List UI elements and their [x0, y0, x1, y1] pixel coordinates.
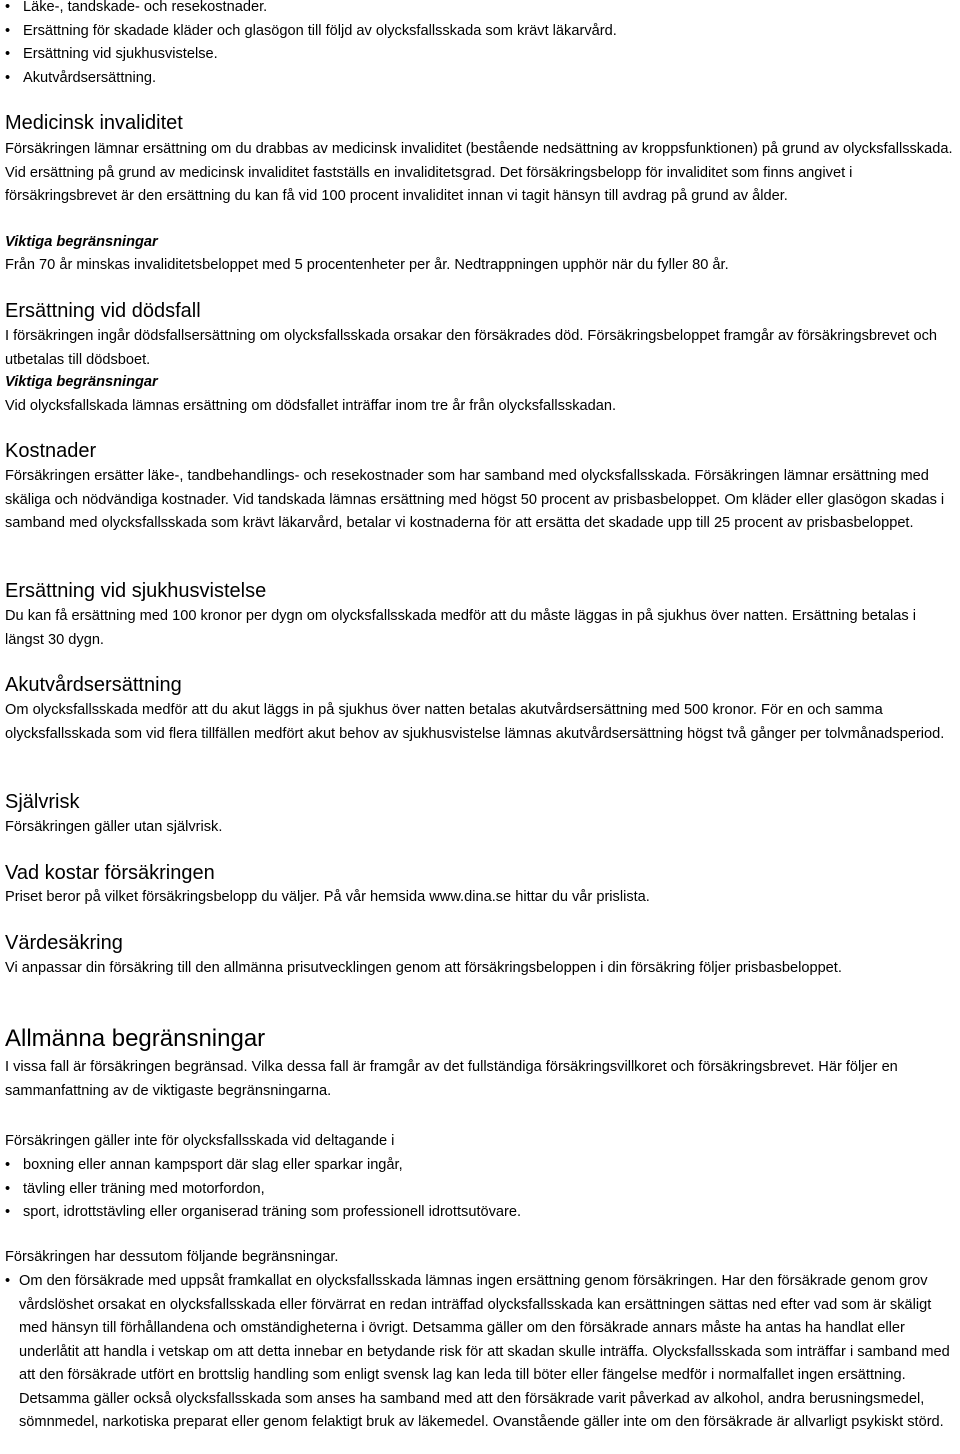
- heading-akutvardsersattning: Akutvårdsersättning: [5, 674, 182, 696]
- medicinsk-restrictions-subheading: Viktiga begränsningar: [5, 234, 158, 250]
- allmanna-list-2: [5, 1270, 957, 1435]
- dodsfall-restrictions-body: Vid olycksfallskada lämnas ersättning om dödsfallet inträffar inom tre år från olycksfallsskadan.: [5, 398, 617, 414]
- heading-sjalvrisk: Självrisk: [5, 791, 80, 813]
- list-item: • Akutvårdsersättning.: [5, 67, 957, 91]
- heading-allmanna-begransningar: Allmänna begränsningar: [5, 1025, 266, 1052]
- allmanna-body: I vissa fall är försäkringen begränsad. Vilka dessa fall är framgår av det fullständiga försäkringsvillkoret och försäkringsbrevet. Här följer en sammanfattning av de viktigaste begränsningarna.: [5, 1059, 898, 1099]
- list-item: • boxning eller annan kampsport där slag eller sparkar ingår,: [5, 1154, 957, 1178]
- allmanna-lead-2: Försäkringen har dessutom följande begränsningar.: [5, 1249, 339, 1265]
- intro-bullet-list: [5, 0, 957, 90]
- list-item: • sport, idrottstävling eller organiserad träning som professionell idrottsutövare.: [5, 1201, 957, 1225]
- medicinsk-restrictions-body: Från 70 år minskas invaliditetsbeloppet med 5 procentenheter per år. Nedtrappningen upphör när du fyller 80 år.: [5, 257, 729, 273]
- list-item: • Om den försäkrade med uppsåt framkallat en olycksfallsskada lämnas ingen ersättning genom försäkringen. Har den försäkrade genom grov vårdslöshet orsakat en olycksfallsskada eller förvärrat en redan inträffad olycksfallsskada kan ersättningen sättas ned efter vad som är skäligt med hänsyn till förhållandena och omständigheterna i övrigt. Detsamma gäller om den försäkrade annars måste ha antas ha handlat eller underlåtit att handla i vetskap om att detta innebar en betydande risk för att skadan skulle inträffa. Olycksfallsskada som inträffar i samband med att den försäkrade utfört en brottslig handling som enligt svensk lag kan leda till böter eller fängelse medför i normalfallet ingen ersättning. Detsamma gäller också olycksfallsskada som anses ha samband med att den försäkrade varit påverkad av alkohol, andra berusningsmedel, sömnmedel, narkotiska preparat eller genom felaktigt bruk av läkemedel. Ovanstående gäller inte om den försäkrade är allvarligt psykiskt störd.: [5, 1270, 957, 1435]
- list-item: • Ersättning för skadade kläder och glasögon till följd av olycksfallsskada som krävt läkarvård.: [5, 20, 957, 44]
- list-item: • Läke-, tandskade- och resekostnader.: [5, 0, 957, 20]
- heading-medicinsk-invaliditet: Medicinsk invaliditet: [5, 112, 183, 134]
- list-item: • tävling eller träning med motorfordon,: [5, 1178, 957, 1202]
- heading-vad-kostar: Vad kostar försäkringen: [5, 862, 215, 884]
- allmanna-lead-1: Försäkringen gäller inte för olycksfallsskada vid deltagande i: [5, 1133, 395, 1149]
- vardesakring-body: Vi anpassar din försäkring till den allmänna prisutvecklingen genom att försäkringsbeloppen i din försäkring följer prisbasbeloppet.: [5, 960, 842, 976]
- dodsfall-restrictions-subheading: Viktiga begränsningar: [5, 374, 158, 390]
- dodsfall-body: I försäkringen ingår dödsfallsersättning om olycksfallsskada orsakar den försäkrades död. Försäkringsbeloppet framgår av försäkringsbrevet och utbetalas till dödsboet.: [5, 328, 938, 368]
- medicinsk-body: Försäkringen lämnar ersättning om du drabbas av medicinsk invaliditet (bestående nedsättning av kroppsfunktionen) på grund av olycksfallsskada. Vid ersättning på grund av medicinsk invaliditet fastställs en invaliditetsgrad. Det försäkringsbelopp för invaliditet som finns angivet i försäkringsbrevet är den ersättning du kan få vid 100 procent invaliditet innan vi tagit hänsyn till avdrag på grund av ålder.: [5, 141, 953, 204]
- sjukhusvistelse-body: Du kan få ersättning med 100 kronor per dygn om olycksfallsskada medför att du måste läggas in på sjukhus över natten. Ersättning betalas i längst 30 dygn.: [5, 608, 916, 648]
- heading-dodsfall: Ersättning vid dödsfall: [5, 300, 201, 322]
- allmanna-list-1: [5, 1154, 957, 1225]
- sjalvrisk-body: Försäkringen gäller utan självrisk.: [5, 819, 223, 835]
- akutvardsersattning-body: Om olycksfallsskada medför att du akut läggs in på sjukhus över natten betalas akutvårdsersättning med 500 kronor. För en och samma olycksfallsskada som vid flera tillfällen medfört akut behov av sjukhusvistelse lämnas akutvårdsersättning högst två gånger per tolvmånadsperiod.: [5, 702, 945, 742]
- kostnader-body: Försäkringen ersätter läke-, tandbehandlings- och resekostnader som har samband med olycksfallsskada. Försäkringen lämnar ersättning med skäliga och nödvändiga kostnader. Vid tandskada lämnas ersättning med högst 50 procent av prisbasbeloppet. Om kläder eller glasögon skadas i samband med olycksfallsskada som krävt läkarvård, betalar vi kostnaderna för att ersätta det skadade upp till 25 procent av prisbasbeloppet.: [5, 468, 945, 531]
- heading-sjukhusvistelse: Ersättning vid sjukhusvistelse: [5, 580, 267, 602]
- list-item: • Ersättning vid sjukhusvistelse.: [5, 43, 957, 67]
- heading-vardesakring: Värdesäkring: [5, 932, 123, 954]
- vad-kostar-body: Priset beror på vilket försäkringsbelopp du väljer. På vår hemsida www.dina.se hittar du vår prislista.: [5, 889, 650, 905]
- heading-kostnader: Kostnader: [5, 440, 97, 462]
